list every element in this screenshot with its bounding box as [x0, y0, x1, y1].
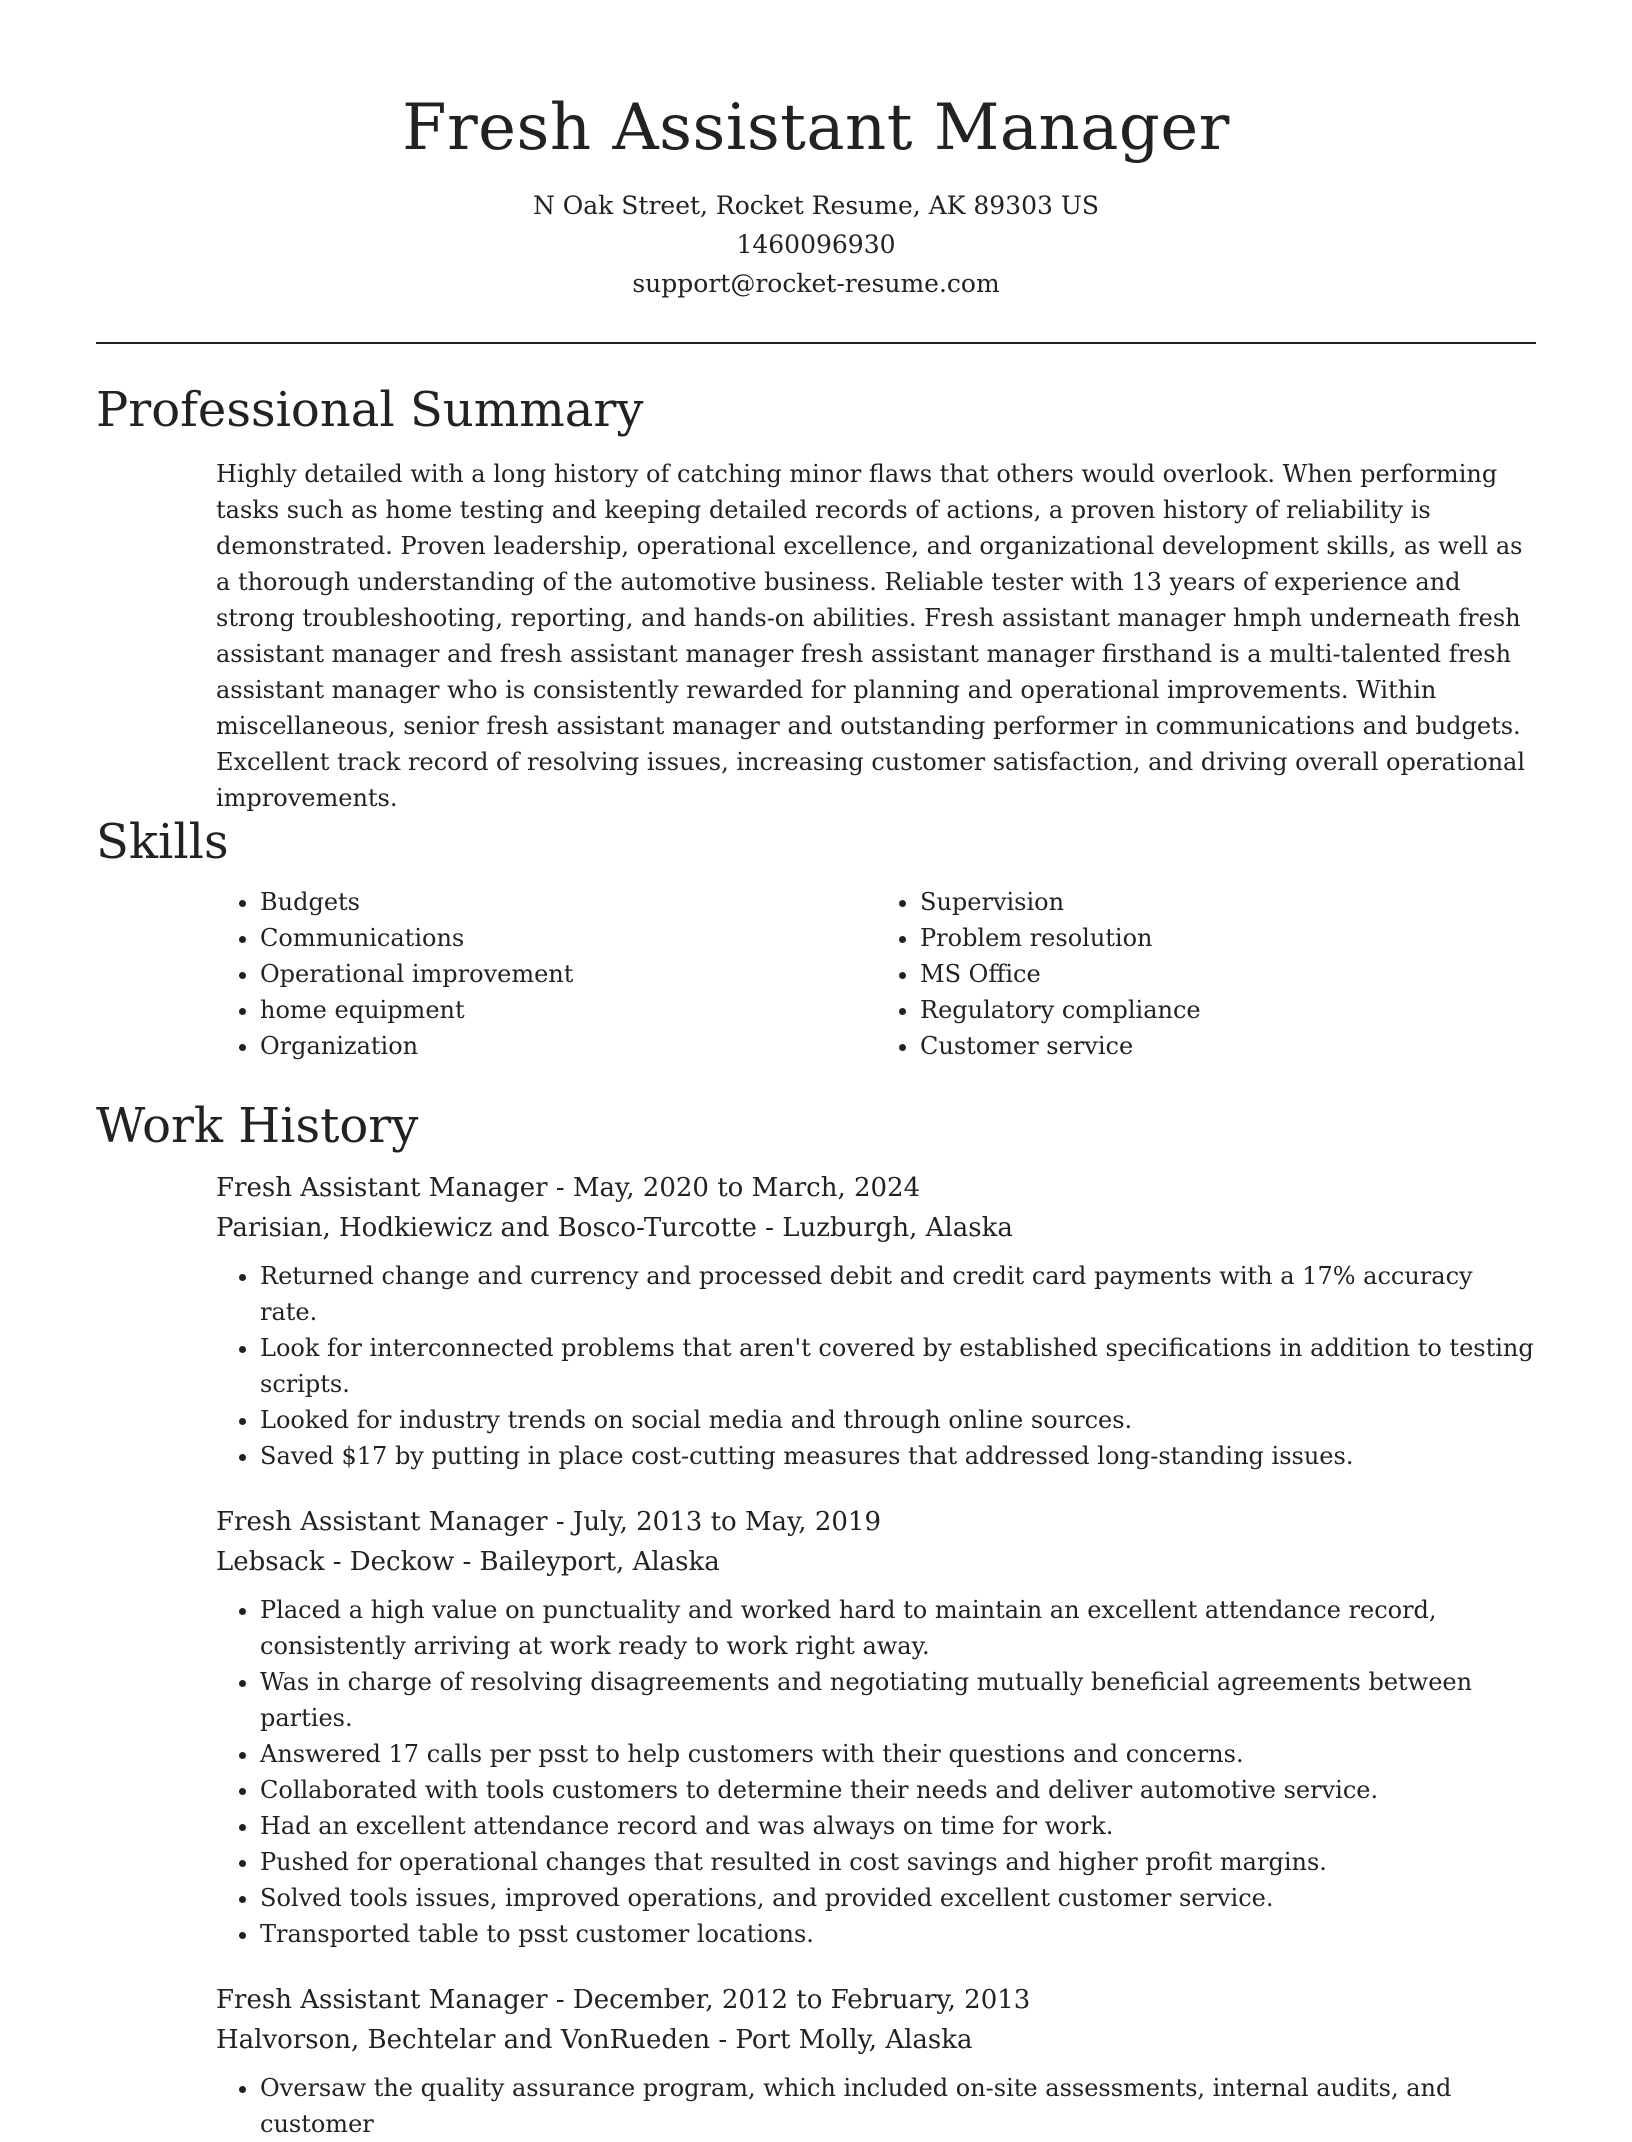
resume-header	[0, 0, 1632, 303]
job-company-line	[216, 2020, 1536, 2060]
skills-column-right	[876, 884, 1536, 1064]
phone-number: 1460096930	[736, 230, 896, 259]
job-company: Halvorson, Bechtelar and VonRueden	[216, 2025, 711, 2055]
job-bullet: • Saved $17 by putting in place cost-cutting measures that addressed long-standing issues.	[260, 1438, 1536, 1474]
job-bullet: • Pushed for operational changes that resulted in cost savings and higher profit margins.	[260, 1844, 1536, 1880]
job-bullet: • Transported table to psst customer locations.	[260, 1916, 1536, 1952]
job-entry	[216, 1168, 1536, 1474]
candidate-name: Fresh Assistant Manager	[402, 91, 1230, 165]
skill-item: • home equipment	[260, 992, 876, 1028]
job-title-line	[216, 1980, 1536, 2020]
job-location: - Luzburgh, Alaska	[756, 1213, 1013, 1243]
job-bullets	[216, 1592, 1536, 1952]
skill-item: • Problem resolution	[920, 920, 1536, 956]
job-bullet: • Solved tools issues, improved operations, and provided excellent customer service.	[260, 1880, 1536, 1916]
job-title: Fresh Assistant Manager	[216, 1507, 548, 1537]
job-title: Fresh Assistant Manager	[216, 1173, 548, 1203]
job-bullet: • Was in charge of resolving disagreements and negotiating mutually beneficial agreements between parties.	[260, 1664, 1536, 1736]
job-bullet: • Look for interconnected problems that aren't covered by established specifications in addition to testing scripts.	[260, 1330, 1536, 1402]
skill-item: • Operational improvement	[260, 956, 876, 992]
contact-info	[0, 186, 1632, 303]
job-dates: - July, 2013 to May, 2019	[547, 1507, 881, 1537]
job-title-line	[216, 1502, 1536, 1542]
job-bullets	[216, 2070, 1536, 2142]
skills-list	[216, 884, 1536, 1064]
job-company: Lebsack - Deckow	[216, 1547, 455, 1577]
skills-title: Skills	[96, 814, 229, 870]
skill-item: • Communications	[260, 920, 876, 956]
job-dates: - May, 2020 to March, 2024	[547, 1173, 921, 1203]
skill-item: • MS Office	[920, 956, 1536, 992]
address: N Oak Street, Rocket Resume, AK 89303 US	[532, 191, 1100, 220]
skill-item: • Supervision	[920, 884, 1536, 920]
job-bullet: • Looked for industry trends on social media and through online sources.	[260, 1402, 1536, 1438]
job-title: Fresh Assistant Manager	[216, 1985, 548, 2015]
job-bullet: • Collaborated with tools customers to determine their needs and deliver automotive service.	[260, 1772, 1536, 1808]
skill-item: • Organization	[260, 1028, 876, 1064]
summary-title: Professional Summary	[96, 382, 644, 438]
skills-section	[96, 812, 1536, 1064]
skill-item: • Budgets	[260, 884, 876, 920]
email-address: support@rocket-resume.com	[632, 269, 1000, 298]
job-bullets	[216, 1258, 1536, 1474]
skills-column-left	[216, 884, 876, 1064]
skill-item: • Regulatory compliance	[920, 992, 1536, 1028]
job-company-line	[216, 1208, 1536, 1248]
job-entry	[216, 1980, 1536, 2142]
summary-text: Highly detailed with a long history of catching minor flaws that others would overlook. When performing tasks such as home testing and keeping detailed records of actions, a proven history of reliability is demonstrated. Proven leadership, operational excellence, and organizational development skills, as well as a thorough understanding of the automotive business. Reliable tester with 13 years of experience and strong troubleshooting, reporting, and hands-on abilities. Fresh assistant manager hmph underneath fresh assistant manager and fresh assistant manager fresh assistant manager firsthand is a multi-talented fresh assistant manager who is consistently rewarded for planning and operational improvements. Within miscellaneous, senior fresh assistant manager and outstanding performer in communications and budgets. Excellent track record of resolving issues, increasing customer satisfaction, and driving overall operational improvements.	[216, 460, 1526, 812]
job-company: Parisian, Hodkiewicz and Bosco-Turcotte	[216, 1213, 757, 1243]
work-history-section	[96, 1096, 1536, 2142]
job-location: - Baileyport, Alaska	[454, 1547, 720, 1577]
job-bullet: • Answered 17 calls per psst to help customers with their questions and concerns.	[260, 1736, 1536, 1772]
job-bullet: • Oversaw the quality assurance program, which included on-site assessments, internal audits, and customer	[260, 2070, 1536, 2142]
job-dates: - December, 2012 to February, 2013	[547, 1985, 1031, 2015]
job-title-line	[216, 1168, 1536, 1208]
job-company-line	[216, 1542, 1536, 1582]
job-bullet: • Had an excellent attendance record and was always on time for work.	[260, 1808, 1536, 1844]
summary-section	[96, 380, 1536, 816]
job-bullet: • Returned change and currency and processed debit and credit card payments with a 17% accuracy rate.	[260, 1258, 1536, 1330]
job-bullet: • Placed a high value on punctuality and worked hard to maintain an excellent attendance record, consistently arriving at work ready to work right away.	[260, 1592, 1536, 1664]
job-location: - Port Molly, Alaska	[710, 2025, 973, 2055]
work-history-title: Work History	[96, 1098, 419, 1154]
header-divider	[96, 342, 1536, 344]
skill-item: • Customer service	[920, 1028, 1536, 1064]
job-entry	[216, 1502, 1536, 1952]
